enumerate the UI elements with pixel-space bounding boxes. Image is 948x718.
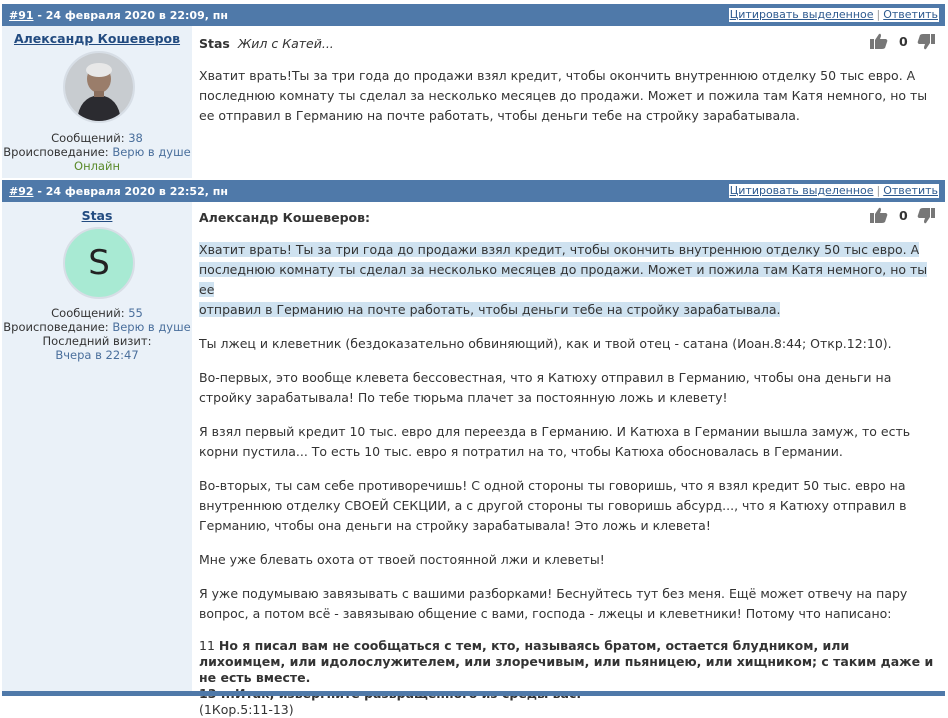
post-paragraph: Во-вторых, ты сам себе противоречишь! С одной стороны ты говоришь, что я взял кредит 50 тыс. евро на внутреннюю отделку СВОЕЙ СЕКЦИИ, а с другой стороны ты говоришь абсурд..., что я Катюху отправил в Германию, чтобы она деньги на стройку зарабатывала! Это ложь и клевета! xyxy=(199,478,907,533)
religion-stat xyxy=(2,145,192,159)
post-paragraph: Хватит врать!Ты за три года до продажи взял кредит, чтобы окончить внутреннюю отделку 50 тыс евро. А последнюю комнату ты сделал за несколько месяцев до продажи. Может и пожила там Катя немного, но ты ее отправил в Германию на почте работать, чтобы деньги тебе на стройку зарабатывала. xyxy=(199,68,928,123)
quote-author: Александр Кошеверов: xyxy=(199,210,371,225)
post-paragraph: Я уже подумываю завязывать с вашими разборками! Беснуйтесь тут без меня. Ещё может отвечу на пару вопрос, а потом всё - завязываю общение с вами, господа - лжецы и клеветники! Потому что написано: xyxy=(199,586,908,621)
reply-link[interactable]: Ответить xyxy=(883,8,938,21)
post-date: - 24 февраля 2020 в 22:09, пн xyxy=(33,9,228,22)
messages-stat xyxy=(2,306,192,320)
author-name[interactable]: Stas xyxy=(81,208,113,223)
religion-value: Верю в душе xyxy=(112,320,191,334)
online-status: Онлайн xyxy=(74,159,120,173)
post-number-link[interactable]: #91 xyxy=(9,9,34,22)
messages-label: Сообщений: xyxy=(51,131,125,145)
post-actions: Цитировать выделенное | Ответить xyxy=(729,184,938,197)
post-date: - 24 февраля 2020 в 22:52, пн xyxy=(33,185,228,198)
vote-count: 0 xyxy=(899,34,908,49)
religion-label: Вроисповедание: xyxy=(3,145,109,159)
post-paragraph: Мне уже блевать охота от твоей постоянной лжи и клеветы! xyxy=(199,552,605,567)
verse-text: Но я писал вам не сообщаться с тем, кто, называясь братом, остается блудником, или лихоимцем, или идолослужителем, или злоречивым, или пьяницею, или хищником; с таким даже и не есть вместе. xyxy=(199,638,934,685)
last-visit-value: Вчера в 22:47 xyxy=(55,348,139,362)
post-body xyxy=(199,34,939,126)
post-paragraph: Я взял первый кредит 10 тыс. евро для переезда в Германию. И Катюха в Германии вышла замуж, то есть корни пустила... То есть 10 тыс. евро я потратил на то, чтобы Катюха обосновалась в Германии. xyxy=(199,424,911,459)
thumbs-down-icon[interactable] xyxy=(917,34,935,53)
vote-control xyxy=(870,33,940,51)
reply-to-author[interactable]: Stas xyxy=(199,36,230,51)
post-number-link[interactable]: #92 xyxy=(9,185,34,198)
quote-line: последнюю комнату ты сделал за несколько месяцев до продажи. Может и пожила там Катя немного, но ты ее xyxy=(199,262,928,297)
post-paragraph: Ты лжец и клеветник (бездоказательно обвиняющий), как и твой отец - сатана (Иоан.8:44; Откр.12:10). xyxy=(199,336,892,351)
verse-number: 11 xyxy=(199,638,219,653)
quote-selected-link[interactable]: Цитировать выделенное xyxy=(729,8,874,21)
post-meta xyxy=(9,9,228,22)
post-header xyxy=(2,180,945,202)
religion-stat xyxy=(2,320,192,334)
last-visit-label: Последний визит: xyxy=(42,334,152,348)
scripture-quote xyxy=(199,638,939,718)
avatar-letter: S xyxy=(88,243,110,283)
author-panel xyxy=(2,26,192,178)
vote-count: 0 xyxy=(899,208,908,223)
messages-label: Сообщений: xyxy=(51,306,125,320)
avatar[interactable] xyxy=(63,227,135,299)
next-post-header xyxy=(2,691,945,696)
quote-line: отправил в Германию на почте работать, чтобы деньги тебе на стройку зарабатывала. xyxy=(199,302,781,317)
quote-line: Хватит врать! Ты за три года до продажи взял кредит, чтобы окончить внутреннюю отделку 50 тыс евро. А xyxy=(199,242,920,257)
author-panel xyxy=(2,202,192,691)
reply-title: Жил с Катей... xyxy=(237,36,334,51)
religion-value: Верю в душе xyxy=(112,145,191,159)
avatar[interactable] xyxy=(63,51,135,123)
post-header xyxy=(2,4,945,26)
quote-selected-link[interactable]: Цитировать выделенное xyxy=(729,184,874,197)
scripture-reference: (1Кор.5:11-13) xyxy=(199,702,294,717)
post-actions: Цитировать выделенное | Ответить xyxy=(729,8,938,21)
post-meta xyxy=(9,185,228,198)
quote-block xyxy=(199,240,939,320)
thumbs-up-icon[interactable] xyxy=(870,33,888,52)
messages-count[interactable]: 55 xyxy=(128,306,143,320)
scripture-verse-11 xyxy=(199,638,939,686)
post-body xyxy=(199,208,939,718)
messages-count[interactable]: 38 xyxy=(128,131,143,145)
messages-stat xyxy=(2,131,192,145)
author-name[interactable]: Александр Кошеверов xyxy=(13,31,181,46)
reply-link[interactable]: Ответить xyxy=(883,184,938,197)
post-paragraph: Во-первых, это вообще клевета бессовестная, что я Катюху отправил в Германию, чтобы она деньги на стройку зарабатывала! По тебе тюрьма плачет за постоянную ложь и клевету! xyxy=(199,370,892,405)
religion-label: Вроисповедание: xyxy=(3,320,109,334)
